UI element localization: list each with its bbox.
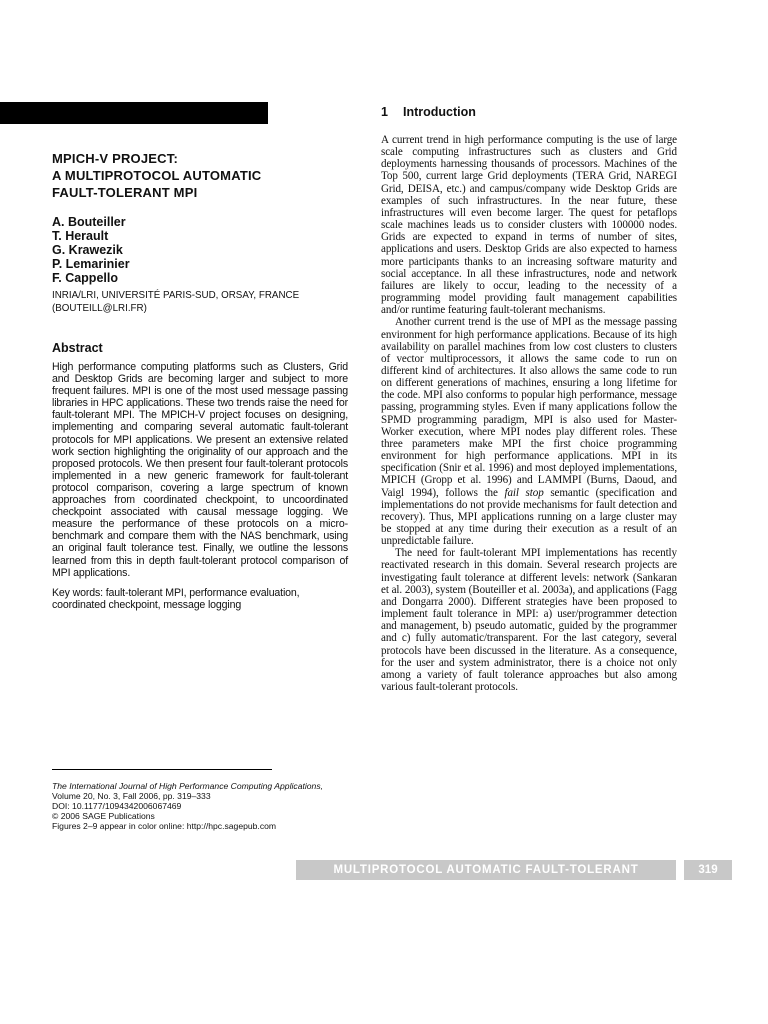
- section-title: Introduction: [403, 105, 476, 119]
- paragraph: The need for fault-tolerant MPI implementations has recently reactivated research in this domain. Several research projects are investigating fault tolerance at different levels: network (Sankaran et al. 2003), system (Bouteiller et al. 2003a), and applications (Fagg and Dongarra 2000). Different strategies have been proposed to implement fault tolerance in MPI: a) user/programmer detection and management, b) pseudo automatic, guided by the programmer and c) fully automatic/transparent. For the last category, several protocols have been discussed in the literature. As a consequence, for the user and system administrator, there is a choice not only among a variety of fault tolerance approaches but also among various fault-tolerant protocols.: [381, 547, 677, 694]
- author-list: [52, 215, 348, 285]
- section-heading: [381, 104, 677, 120]
- author: P. Lemarinier: [52, 257, 130, 271]
- title-line: A MULTIPROTOCOL AUTOMATIC: [52, 168, 262, 183]
- page-number: 319: [684, 860, 732, 880]
- title-line: MPICH-V PROJECT:: [52, 151, 178, 166]
- left-column: [52, 150, 348, 611]
- abstract-text: High performance computing platforms such as Clusters, Grid and Desktop Grids are becoming larger and subject to more frequent failures. MPI is one of the most used message passing libraries in HPC applications. These two trends raise the need for fault-tolerant MPI. The MPICH-V project focuses on designing, implementing and comparing several automatic fault-tolerant protocols for MPI applications. We present an extensive related work section highlighting the originality of our approach and the proposed protocols. We then present four fault-tolerant protocols implemented in a new generic framework for fault-tolerant protocol comparison, covering a large spectrum of known approaches from coordinated checkpoint, to uncoordinated checkpoint associated with causal message logging. We measure the performance of these protocols on a micro-benchmark and compare them with the NAS benchmark, using an original fault tolerance test. Finally, we outline the lessons learned from this in depth fault-tolerant protocol comparison of MPI applications.: [52, 361, 348, 579]
- paragraph-text: semantic (specification and implementations do not provide mechanisms for fault detection and recovery). Thus, MPI applications running on a large cluster may be stopped at any time during their execution as a result of an unpredictable failure.: [381, 486, 677, 548]
- author: G. Krawezik: [52, 243, 123, 257]
- introduction-body: [381, 134, 677, 693]
- footnote-doi: DOI: 10.1177/1094342006067469: [52, 801, 182, 811]
- section-number: 1: [381, 105, 388, 119]
- title-line: FAULT-TOLERANT MPI: [52, 185, 198, 200]
- footnote-volume: Volume 20, No. 3, Fall 2006, pp. 319–333: [52, 791, 211, 801]
- affiliation-email: (BOUTEILL@LRI.FR): [52, 303, 147, 314]
- author: A. Bouteiller: [52, 215, 126, 229]
- footnote-figures: Figures 2–9 appear in color online: http://hpc.sagepub.com: [52, 821, 277, 831]
- affiliation: [52, 289, 348, 315]
- author: T. Herault: [52, 229, 109, 243]
- paragraph: [381, 316, 677, 547]
- footnote: [52, 781, 352, 831]
- footnote-copyright: © 2006 SAGE Publications: [52, 811, 155, 821]
- keywords: Key words: fault-tolerant MPI, performance evaluation, coordinated checkpoint, message logging: [52, 586, 300, 611]
- right-column: [381, 104, 677, 693]
- footnote-divider: [52, 769, 272, 770]
- paragraph: A current trend in high performance computing is the use of large scale computing infrastructures such as clusters and Grid deployments harnessing thousands of processors. Machines of the Top 500, current large Grid deployments (TERA Grid, NAREGI Grid, DEISA, etc.) and campus/company wide Desktop Grids are examples of such infrastructures. In the near future, these infrastructures will even become larger. The quest for petaflops scale machines leads us to consider clusters with 100000 nodes. Grids are expected to expand in terms of number of sites, applications and users. Desktop Grids are also expected to harness more participants thanks to an increasing software maturity and social acceptance. In all these infrastructures, node and network failures are likely to occur, leading to the necessity of a programming model providing fault management capabilities and/or runtime featuring fault-tolerant mechanisms.: [381, 134, 677, 317]
- footnote-journal: The International Journal of High Performance Computing Applications,: [52, 781, 324, 791]
- running-header: MULTIPROTOCOL AUTOMATIC FAULT-TOLERANT: [296, 860, 676, 880]
- affiliation-line: INRIA/LRI, UNIVERSITÉ PARIS-SUD, ORSAY, FRANCE: [52, 290, 300, 301]
- abstract-heading: Abstract: [52, 341, 103, 355]
- decorative-black-bar: [0, 102, 268, 124]
- emphasis-text: fail stop: [504, 486, 544, 499]
- paragraph-text: Another current trend is the use of MPI as the message passing environment for high performance applications. Because of its high availability on parallel machines from low cost clusters to clusters of vector multiprocessors, it allows the same code to run on different kind of architectures. It also allows the same code to run on different generations of machines, ensuring a long lifetime for the code. MPI also conforms to popular high performance, message passing, programming styles. Even if many applications follow the SPMD programming paradigm, MPI is also used for Master-Worker execution, where MPI nodes play different roles. These three parameters make MPI the first choice programming environment for high performance applications. MPI in its specification (Snir et al. 1996) and most deployed implementations, MPICH (Gropp et al. 1996) and LAMMPI (Burns, Daoud, and Vaigl 1994), follows the: [381, 316, 677, 499]
- paper-title: [52, 150, 348, 201]
- author: F. Cappello: [52, 271, 118, 285]
